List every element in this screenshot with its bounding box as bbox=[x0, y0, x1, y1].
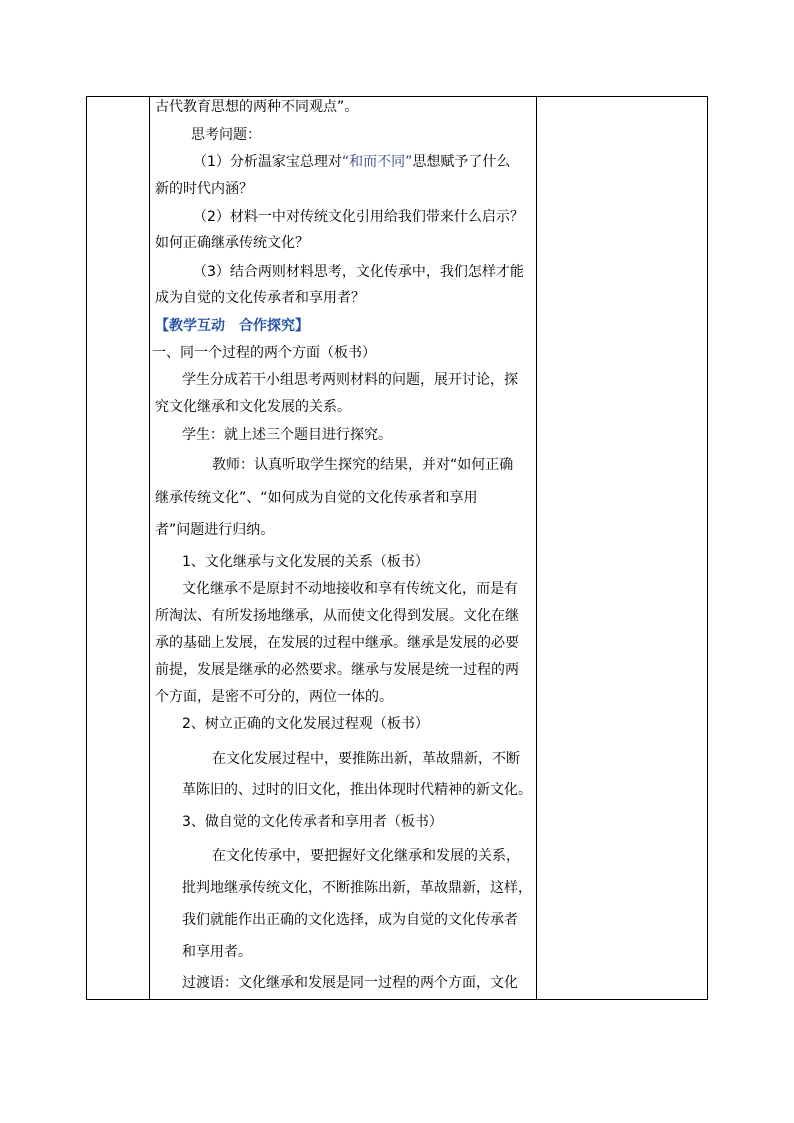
question-1-prefix: （1）分析温家宝总理对 bbox=[193, 154, 342, 170]
text-line: 在文化传承中，要把握好文化继承和发展的关系， bbox=[212, 848, 520, 864]
text-line: 者”问题进行归纳。 bbox=[155, 522, 275, 538]
text-line: 成为自觉的文化传承者和享用者？ bbox=[155, 290, 365, 306]
text-line: 究文化继承和文化发展的关系。 bbox=[155, 399, 351, 415]
column-divider-left bbox=[149, 97, 150, 999]
text-line: 在文化发展过程中，要推陈出新，革故鼎新，不断 bbox=[212, 751, 520, 767]
text-line: 前提，发展是继承的必然要求。继承与发展是统一过程的两 bbox=[155, 662, 519, 678]
text-line: 过渡语：文化继承和发展是同一过程的两个方面，文化 bbox=[182, 975, 518, 991]
text-line: 承的基础上发展，在发展的过程中继承。继承是发展的必要 bbox=[155, 635, 519, 651]
question-1-suffix: 思想赋予了什么 bbox=[412, 154, 511, 170]
text-line: 思考问题： bbox=[191, 127, 261, 143]
column-divider-right bbox=[536, 97, 537, 999]
section-heading: 【教学互动 合作探究】 bbox=[155, 318, 309, 334]
text-line: 2、树立正确的文化发展过程观（板书） bbox=[182, 716, 429, 732]
text-line: 个方面，是密不可分的，两位一体的。 bbox=[155, 689, 393, 705]
text-line bbox=[193, 153, 510, 171]
text-line: 所淘汰、有所发扬地继承，从而使文化得到发展。文化在继 bbox=[155, 608, 519, 624]
text-line: 和享用者。 bbox=[182, 944, 252, 960]
text-line: 我们就能作出正确的文化选择，成为自觉的文化传承者 bbox=[182, 912, 518, 928]
text-line: 继承传统文化”、“如何成为自觉的文化传承者和享用 bbox=[155, 490, 478, 506]
text-line: （3）结合两则材料思考，文化传承中，我们怎样才能 bbox=[193, 264, 524, 280]
text-line: 新的时代内涵？ bbox=[155, 181, 253, 197]
text-line: 文化继承不是原封不动地接收和享有传统文化，而是有 bbox=[182, 581, 518, 597]
text-line: 如何正确继承传统文化？ bbox=[155, 235, 309, 251]
text-line: 3、做自觉的文化传承者和享用者（板书） bbox=[182, 814, 443, 830]
text-line: 一、同一个过程的两个方面（板书） bbox=[152, 345, 376, 361]
text-line: 革陈旧的、过时的旧文化，推出体现时代精神的新文化。 bbox=[182, 782, 532, 798]
text-line: 学生分成若干小组思考两则材料的问题，展开讨论，探 bbox=[182, 372, 518, 388]
text-line: 1、文化继承与文化发展的关系（板书） bbox=[182, 554, 429, 570]
text-line: 批判地继承传统文化，不断推陈出新，革故鼎新，这样， bbox=[182, 880, 532, 896]
text-line: 教师：认真听取学生探究的结果，并对“如何正确 bbox=[212, 457, 514, 473]
text-line: （2）材料一中对传统文化引用给我们带来什么启示？ bbox=[193, 209, 524, 225]
quoted-phrase: “和而不同” bbox=[341, 154, 413, 170]
text-line: 古代教育思想的两种不同观点”。 bbox=[155, 99, 359, 115]
text-line: 学生：就上述三个题目进行探究。 bbox=[182, 427, 392, 443]
